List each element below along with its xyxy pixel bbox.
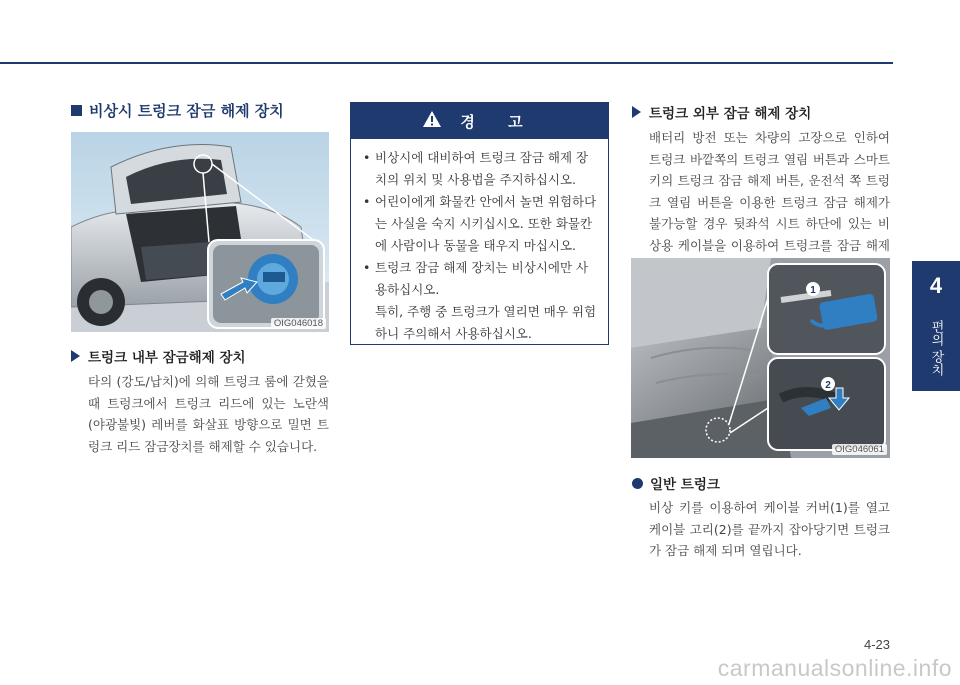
figure-code: OIG046018	[271, 318, 326, 329]
warning-header	[351, 103, 608, 139]
bullet-title-general-trunk	[632, 473, 720, 493]
warning-item: • 어린이에게 화물칸 안에서 놀면 위험하다는 사실을 숙지 시키십시오. 또한 화물칸에 사람이나 동물을 태우지 마십시오.	[363, 191, 598, 257]
sub-title-text: 트렁크 내부 잠금해제 장치	[88, 350, 246, 366]
sub-title-text: 트렁크 외부 잠금 해제 장치	[649, 106, 812, 122]
warning-title: 경 고	[460, 112, 537, 131]
warning-box	[350, 102, 609, 345]
triangle-bullet-icon	[632, 106, 641, 118]
section-title-text: 비상시 트렁크 잠금 해제 장치	[89, 102, 284, 120]
figure-code: OIG046061	[832, 444, 887, 455]
sub-title-outer-release	[632, 102, 811, 122]
general-trunk-paragraph: 비상 키를 이용하여 케이블 커버(1)를 열고 케이블 고리(2)를 끝까지 잡아당기면 트렁크가 잠금 해제 되며 열립니다.	[649, 500, 890, 558]
warning-list	[351, 139, 608, 301]
section-title	[71, 100, 284, 121]
page-number: 4-23	[863, 637, 890, 652]
outer-release-paragraph: 배터리 방전 또는 차량의 고장으로 인하여 트렁크 바깥쪽의 트렁크 열림 버튼과 스마트 키의 트렁크 잠금 해제 버튼, 운전석 쪽 트렁크 열림 버튼을 이용한 트렁크 잠금 해제가 불가능할 경우 뒷좌석 시트 하단에 있는 비상용 케이블을 이용하여 트렁크를 잠금 해제	[649, 130, 890, 253]
square-bullet-icon	[71, 105, 82, 116]
trunk-illustration	[71, 132, 329, 332]
inner-release-paragraph: 타의 (강도/납치)에 의해 트렁크 룸에 갇혔을 때 트렁크에서 트렁크 리드에 있는 노란색(야광불빛) 레버를 화살표 방향으로 밀면 트렁크 리드 잠금장치를 해제할 수 있습니다.	[88, 374, 329, 454]
rear-seat-cable-figure	[631, 258, 890, 458]
sub-title-inner-release	[71, 346, 246, 366]
top-rule	[0, 62, 893, 64]
warning-item: • 비상시에 대비하여 트렁크 잠금 해제 장치의 위치 및 사용법을 주지하십시오.	[363, 147, 598, 191]
seat-cable-illustration	[631, 258, 890, 458]
triangle-bullet-icon	[71, 350, 80, 362]
chapter-tab[interactable]	[912, 261, 960, 391]
watermark: carmanualsonline.info	[717, 655, 952, 681]
chapter-number: 4	[929, 273, 943, 298]
chapter-label: 편의 장치	[928, 319, 944, 377]
warning-extra: 특히, 주행 중 트렁크가 열리면 매우 위험하니 주의해서 사용하십시오.	[375, 304, 597, 341]
warning-triangle-icon	[422, 110, 442, 132]
warning-item: • 트렁크 잠금 해제 장치는 비상시에만 사용하십시오.	[363, 257, 598, 301]
trunk-interior-figure	[71, 132, 329, 332]
circle-bullet-icon	[632, 478, 643, 489]
bullet-title-text: 일반 트렁크	[650, 477, 720, 493]
callout-1-label: 1	[810, 285, 816, 296]
callout-2-label: 2	[825, 380, 831, 391]
